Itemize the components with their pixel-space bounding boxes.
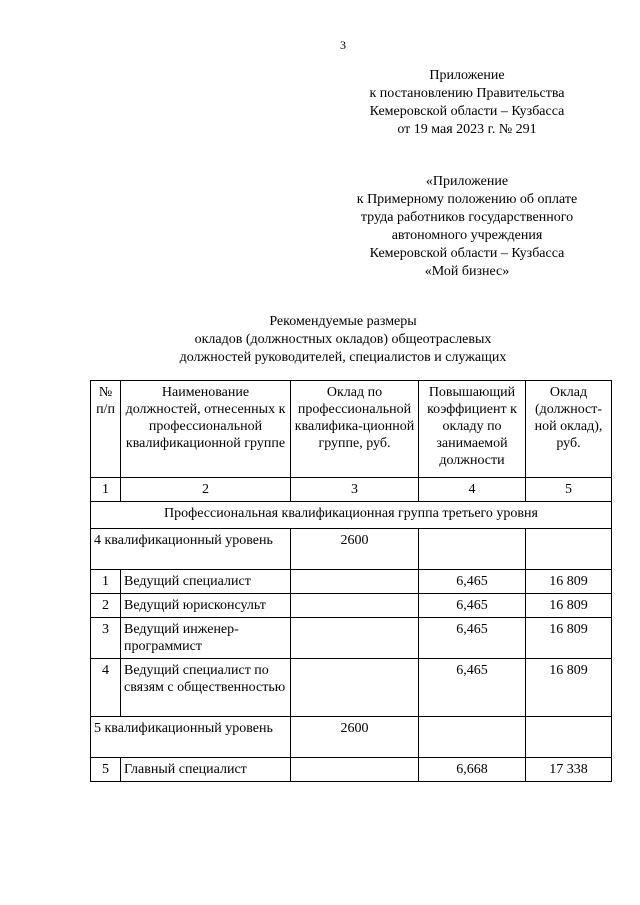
header-cell-salary: Оклад (должност-ной оклад), руб. — [526, 381, 612, 478]
coefficient: 6,668 — [419, 758, 526, 782]
header-cell-coefficient: Повышающий коэффициент к окладу по занимаемой должности — [419, 381, 526, 478]
level-label: 5 квалификационный уровень — [91, 717, 291, 758]
appendix-header-line: Приложение — [429, 68, 505, 83]
coefficient: 6,465 — [419, 570, 526, 594]
empty-cell — [291, 594, 419, 618]
column-number: 2 — [121, 478, 291, 502]
empty-cell — [291, 618, 419, 659]
table-title-line: Рекомендуемые размеры — [269, 314, 417, 329]
empty-cell — [291, 758, 419, 782]
page-number: 3 — [340, 38, 346, 52]
coefficient: 6,465 — [419, 594, 526, 618]
salary: 16 809 — [526, 618, 612, 659]
table-row — [91, 758, 612, 782]
appendix-header-line: от 19 мая 2023 г. № 291 — [397, 122, 537, 137]
group-title: Профессиональная квалификационная группа третьего уровня — [91, 502, 612, 529]
table-row — [91, 594, 612, 618]
nested-appendix-line: «Приложение — [425, 174, 509, 189]
appendix-header — [360, 67, 574, 139]
level-label: 4 квалификационный уровень — [91, 529, 291, 570]
salary-table — [90, 380, 612, 782]
level-row — [91, 717, 612, 758]
nested-appendix-line: автономного учреждения — [391, 228, 543, 243]
column-number-row — [91, 478, 612, 502]
empty-cell — [526, 717, 612, 758]
table-row — [91, 618, 612, 659]
salary: 16 809 — [526, 594, 612, 618]
row-number: 5 — [91, 758, 121, 782]
empty-cell — [419, 717, 526, 758]
table-row — [91, 659, 612, 717]
table-header-row — [91, 381, 612, 478]
position-name: Ведущий инженер-программист — [121, 618, 291, 659]
empty-cell — [291, 570, 419, 594]
salary: 16 809 — [526, 570, 612, 594]
position-name: Ведущий специалист — [121, 570, 291, 594]
group-title-row — [91, 502, 612, 529]
nested-appendix-line: к Примерному положению об оплате — [356, 192, 578, 207]
appendix-header-line: к постановлению Правительства — [369, 86, 565, 101]
column-number: 1 — [91, 478, 121, 502]
empty-cell — [291, 659, 419, 717]
level-salary: 2600 — [291, 529, 419, 570]
nested-appendix-line: «Мой бизнес» — [424, 264, 510, 279]
table-title — [0, 313, 640, 367]
coefficient: 6,465 — [419, 659, 526, 717]
column-number: 3 — [291, 478, 419, 502]
empty-cell — [419, 529, 526, 570]
nested-appendix-line: Кемеровской области – Кузбасса — [369, 246, 565, 261]
row-number: 2 — [91, 594, 121, 618]
header-cell-number: № п/п — [91, 381, 121, 478]
coefficient: 6,465 — [419, 618, 526, 659]
table-row — [91, 570, 612, 594]
position-name: Ведущий специалист по связям с общественностью — [121, 659, 291, 717]
position-name: Главный специалист — [121, 758, 291, 782]
header-cell-position: Наименование должностей, отнесенных к профессиональной квалификационной группе — [121, 381, 291, 478]
salary: 16 809 — [526, 659, 612, 717]
salary: 17 338 — [526, 758, 612, 782]
position-name: Ведущий юрисконсульт — [121, 594, 291, 618]
level-salary: 2600 — [291, 717, 419, 758]
column-number: 5 — [526, 478, 612, 502]
table-title-line: должностей руководителей, специалистов и служащих — [179, 350, 507, 365]
table-title-line: окладов (должностных окладов) общеотраслевых — [194, 332, 492, 347]
appendix-header-line: Кемеровской области – Кузбасса — [369, 104, 565, 119]
nested-appendix-header — [334, 173, 600, 281]
level-row — [91, 529, 612, 570]
row-number: 4 — [91, 659, 121, 717]
row-number: 1 — [91, 570, 121, 594]
header-cell-group-salary: Оклад по профессиональной квалифика-ционной группе, руб. — [291, 381, 419, 478]
row-number: 3 — [91, 618, 121, 659]
empty-cell — [526, 529, 612, 570]
column-number: 4 — [419, 478, 526, 502]
nested-appendix-line: труда работников государственного — [360, 210, 574, 225]
